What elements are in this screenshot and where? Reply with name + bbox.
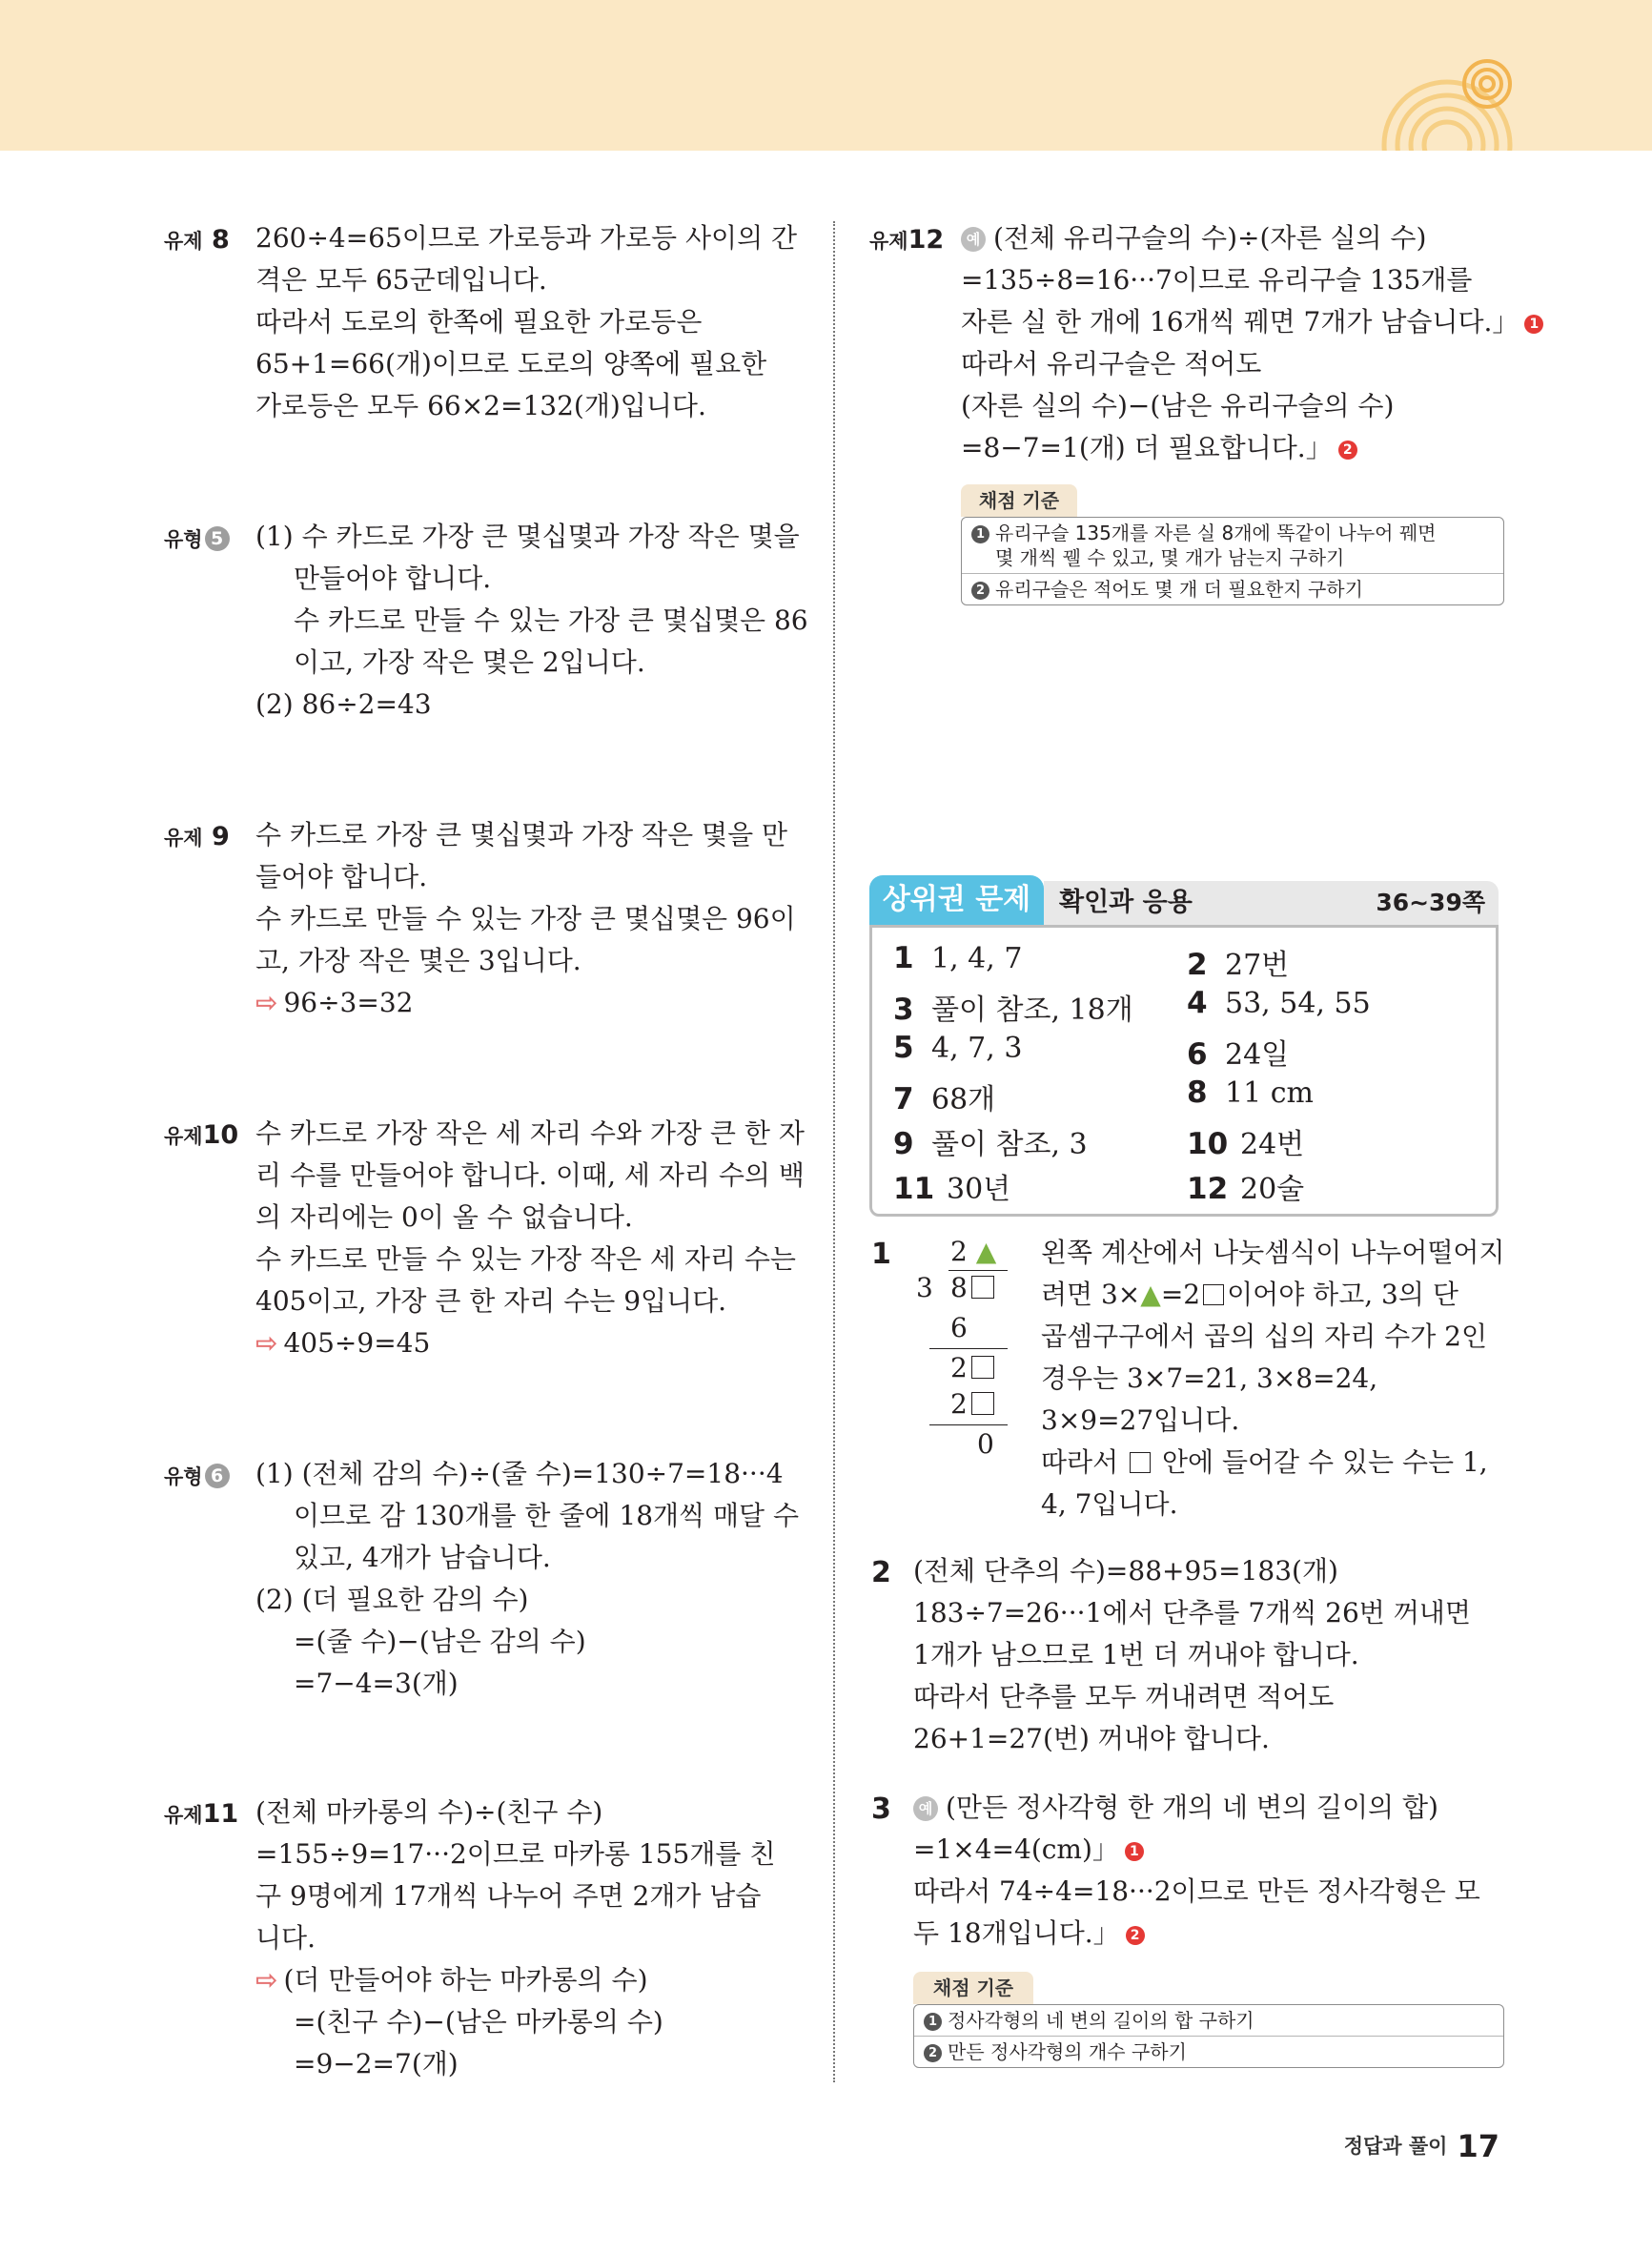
- text-line: 따라서 도로의 한쪽에 필요한 가로등은: [255, 306, 703, 338]
- text-line: 4, 7입니다.: [1041, 1488, 1178, 1520]
- text-line: 곱셈구구에서 곱의 십의 자리 수가 2인: [1041, 1321, 1488, 1352]
- arrow-icon: ⇨: [255, 1964, 278, 1996]
- solution-1-text: 왼쪽 계산에서 나눗셈식이 나누어떨어지 려면 3×▲=2 이어야 하고, 3의 단 곱셈구구에서 곱의 십의 자리 수가 2인 경우는 3×7=21, 3×8=24, 3×9=27입니다. 따라서 안에 들어갈 수 있는 수는 1, 4, 7입니다.: [1041, 1232, 1505, 1526]
- criteria-row: 2 유리구슬은 적어도 몇 개 더 필요한지 구하기: [962, 573, 1503, 604]
- criteria-row: 1 유리구슬 135개를 자른 실 8개에 똑같이 나누어 꿰면 몇 개씩 꿸 수 있고, 몇 개가 남는지 구하기: [962, 518, 1503, 573]
- text-line: 격은 모두 65군데입니다.: [255, 264, 547, 296]
- grading-criteria-box: [961, 517, 1504, 605]
- problem-label-p11: 유제11: [164, 1799, 239, 1829]
- triangle-icon: ▲: [1140, 1279, 1161, 1310]
- text-line: =9−2=7(개): [294, 2048, 459, 2079]
- text-line: 두 18개입니다.」: [913, 1917, 1120, 1949]
- answer-item: 12 20술: [1187, 1172, 1305, 1206]
- solution-p9: [255, 814, 796, 1024]
- text-line: 따라서 유리구슬은 적어도: [961, 348, 1262, 379]
- subtrahend-1: 6: [950, 1312, 968, 1343]
- long-division: [910, 1236, 1015, 1460]
- result-line: (더 만들어야 하는 마카롱의 수): [283, 1964, 648, 1996]
- marker-2: 2: [1338, 440, 1357, 460]
- text-line: (자른 실의 수)−(남은 유리구슬의 수): [961, 390, 1395, 421]
- column-divider: [833, 221, 835, 2082]
- text-line: 수 카드로 가장 큰 몇십몇과 가장 작은 몇을 만: [255, 819, 788, 850]
- grading-criteria-box: [913, 2004, 1504, 2068]
- text-line: (전체 마카롱의 수)÷(친구 수): [255, 1796, 603, 1828]
- solution-p8: [255, 217, 797, 427]
- solution-p12: [961, 217, 1543, 469]
- solution-number-3: 3: [871, 1792, 891, 1826]
- criteria-row: 2 만든 정사각형의 개수 구하기: [914, 2036, 1503, 2067]
- text-line: 26+1=27(번) 꺼내야 합니다.: [913, 1723, 1270, 1754]
- text-line: 405이고, 가장 큰 한 자리 수는 9입니다.: [255, 1285, 727, 1317]
- solution-number-2: 2: [871, 1556, 891, 1589]
- text-line: (전체 유리구슬의 수)÷(자른 실의 수): [993, 222, 1427, 254]
- marker-2: 2: [1126, 1926, 1145, 1945]
- text-line: 니다.: [255, 1922, 316, 1954]
- solution-t6: [255, 1453, 799, 1705]
- result-line: 405÷9=45: [283, 1327, 431, 1359]
- text-line: 들어야 합니다.: [255, 861, 428, 892]
- text-line: 183÷7=26···1에서 단추를 7개씩 26번 꺼내면: [913, 1597, 1471, 1628]
- text-line: 있고, 4개가 남습니다.: [294, 1542, 551, 1573]
- answer-item: 10 24번: [1187, 1127, 1305, 1161]
- problem-label-p9: 유제 9: [164, 822, 230, 851]
- division-line: [929, 1424, 1008, 1425]
- text-line: =155÷9=17···2이므로 마카롱 155개를 친: [255, 1838, 776, 1870]
- text-line: 고, 가장 작은 몇은 3입니다.: [255, 945, 581, 976]
- example-badge: 예: [961, 227, 986, 252]
- dividend: 8: [950, 1272, 994, 1303]
- grading-criteria-tab: 채점 기준: [913, 1972, 1033, 2004]
- page-range: 36~39쪽: [1376, 889, 1485, 916]
- answer-item: 7 68개: [893, 1082, 996, 1116]
- text-line: (1) 수 카드로 가장 큰 몇십몇과 가장 작은 몇을: [255, 521, 800, 552]
- subtrahend-2: 2: [950, 1388, 994, 1420]
- text-line: 자른 실 한 개에 16개씩 꿰면 7개가 남습니다.」: [961, 306, 1519, 338]
- text-line: 수 카드로 만들 수 있는 가장 큰 몇십몇은 86: [294, 604, 808, 636]
- section-tab: 상위권 문제: [869, 875, 1044, 925]
- footer-label: 정답과 풀이: [1343, 2135, 1448, 2158]
- solution-number-1: 1: [871, 1238, 891, 1271]
- text-line: =(줄 수)−(남은 감의 수): [294, 1626, 586, 1657]
- text-line: (만든 정사각형 한 개의 네 변의 길이의 합): [946, 1792, 1438, 1823]
- page-footer: [1344, 2128, 1499, 2164]
- divisor: 3: [916, 1272, 933, 1303]
- text-line: (2) (더 필요한 감의 수): [255, 1584, 529, 1615]
- text-line: =135÷8=16···7이므로 유리구슬 135개를: [961, 264, 1473, 296]
- text-line: 따라서 단추를 모두 꺼내려면 적어도: [913, 1681, 1335, 1712]
- answer-item: 5 4, 7, 3: [893, 1031, 1023, 1065]
- answer-item: 6 24일: [1187, 1037, 1290, 1072]
- arrow-icon: ⇨: [255, 987, 278, 1018]
- answer-item: 2 27번: [1187, 948, 1290, 982]
- answer-item: 3 풀이 참조, 18개: [893, 993, 1133, 1027]
- text-line: 수 카드로 만들 수 있는 가장 큰 몇십몇은 96이: [255, 903, 796, 934]
- answer-item: 11 30년: [893, 1172, 1011, 1206]
- division-bar: [948, 1270, 1008, 1271]
- text-line: 따라서 74÷4=18···2이므로 만든 정사각형은 모: [913, 1875, 1480, 1907]
- box-icon: [971, 1276, 994, 1299]
- text-line: 리 수를 만들어야 합니다. 이때, 세 자리 수의 백: [255, 1159, 805, 1191]
- problem-label-t6: 유형 6: [164, 1461, 230, 1490]
- arrow-icon: ⇨: [255, 1327, 278, 1359]
- text-line: 3×9=27입니다.: [1041, 1404, 1240, 1436]
- section-subtitle-bar: [1044, 881, 1499, 925]
- text-line: 왼쪽 계산에서 나눗셈식이 나누어떨어지: [1041, 1237, 1505, 1268]
- text-line: (전체 단추의 수)=88+95=183(개): [913, 1555, 1338, 1587]
- box-icon: [1203, 1284, 1224, 1305]
- solution-p11: [255, 1792, 775, 2085]
- text-line: =7−4=3(개): [294, 1668, 459, 1699]
- text-line: (2) 86÷2=43: [255, 688, 432, 720]
- answer-item: 9 풀이 참조, 3: [893, 1127, 1088, 1161]
- text-line: =1×4=4(cm)」: [913, 1833, 1119, 1865]
- solution-p10: [255, 1113, 805, 1364]
- problem-label-p8: 유제 8: [164, 225, 230, 255]
- text-line: 수 카드로 만들 수 있는 가장 작은 세 자리 수는: [255, 1243, 796, 1275]
- division-line: [929, 1348, 1008, 1349]
- text-line: 1개가 남으므로 1번 더 꺼내야 합니다.: [913, 1639, 1359, 1670]
- box-icon: [971, 1356, 994, 1379]
- remainder-1: 2: [950, 1352, 994, 1383]
- box-icon: [1130, 1452, 1151, 1473]
- text-line: 경우는 3×7=21, 3×8=24,: [1041, 1362, 1378, 1394]
- text-line: 만들어야 합니다.: [294, 563, 492, 594]
- marker-1: 1: [1125, 1842, 1144, 1861]
- problem-label-p10: 유제10: [164, 1120, 239, 1150]
- triangle-icon: ▲: [975, 1236, 997, 1267]
- page-number: 17: [1457, 2128, 1499, 2164]
- marker-1: 1: [1524, 315, 1543, 334]
- quotient: 2 ▲: [950, 1236, 997, 1267]
- result-line: 96÷3=32: [283, 987, 414, 1018]
- text-line: (1) (전체 감의 수)÷(줄 수)=130÷7=18···4: [255, 1458, 784, 1489]
- final-remainder: 0: [977, 1428, 994, 1460]
- text-line: =(친구 수)−(남은 마카롱의 수): [294, 2006, 663, 2038]
- section-subtitle: 확인과 응용: [1059, 888, 1193, 917]
- answer-item: 8 11 cm: [1187, 1075, 1314, 1110]
- spiral-decoration: [1373, 50, 1516, 151]
- text-line: 구 9명에게 17개씩 나누어 주면 2개가 남습: [255, 1880, 762, 1912]
- text-line: 65+1=66(개)이므로 도로의 양쪽에 필요한: [255, 348, 767, 379]
- answer-summary-box: [869, 925, 1499, 1217]
- example-badge: 예: [913, 1796, 938, 1821]
- text-line: 이므로 감 130개를 한 줄에 18개씩 매달 수: [294, 1500, 800, 1531]
- text-line: 이고, 가장 작은 몇은 2입니다.: [294, 646, 645, 678]
- problem-label-t5: 유형 5: [164, 523, 230, 553]
- grading-criteria-tab: 채점 기준: [961, 484, 1077, 517]
- text-line: 260÷4=65이므로 가로등과 가로등 사이의 간: [255, 222, 798, 254]
- solution-t5: [255, 516, 808, 726]
- box-icon: [971, 1392, 994, 1415]
- answer-summary-header: [869, 875, 1499, 925]
- problem-label-p12: 유제12: [869, 225, 945, 255]
- text-line: 의 자리에는 0이 올 수 없습니다.: [255, 1201, 633, 1233]
- text-line: 가로등은 모두 66×2=132(개)입니다.: [255, 390, 706, 421]
- solution-3-text: [913, 1787, 1480, 1955]
- criteria-row: 1 정사각형의 네 변의 길이의 합 구하기: [914, 2005, 1503, 2036]
- text-line: 수 카드로 가장 작은 세 자리 수와 가장 큰 한 자: [255, 1117, 805, 1149]
- answer-item: 4 53, 54, 55: [1187, 986, 1371, 1020]
- solution-2-text: [913, 1550, 1471, 1760]
- answer-item: 1 1, 4, 7: [893, 941, 1023, 975]
- text-line: =8−7=1(개) 더 필요합니다.」: [961, 432, 1333, 463]
